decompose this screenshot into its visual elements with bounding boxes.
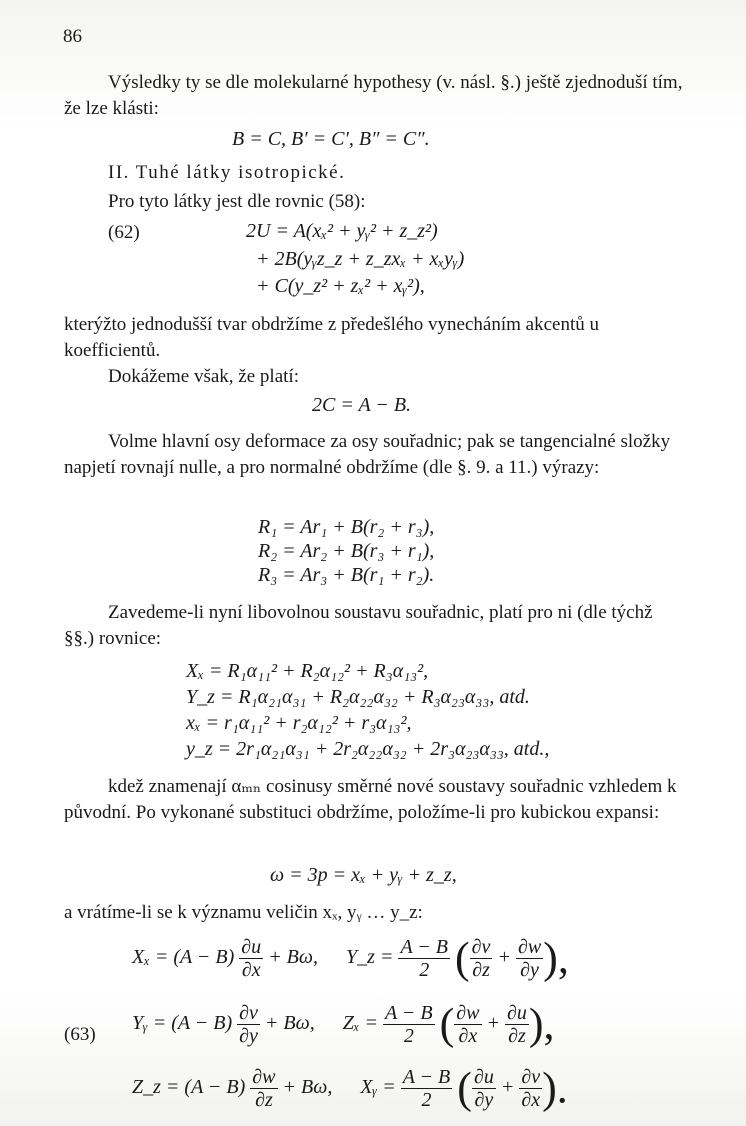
paragraph-2: Pro tyto látky jest dle rovnic (58):	[108, 191, 366, 212]
paragraph-4: Dokážeme však, že platí:	[108, 366, 299, 387]
row-2-plus: +	[486, 1012, 501, 1035]
row-1-right: Y_z =	[346, 946, 394, 969]
equation-2c: 2C = A − B.	[312, 394, 412, 416]
row-2-open-paren: (	[439, 999, 455, 1049]
row-1-derivative: $\frac{\partial u}{\partial x}$	[241, 936, 262, 981]
row-3-open-paren: (	[457, 1063, 472, 1113]
paragraph-1: Výsledky ty se dle molekularné hypothesy (v. násl. §.) ještě zjednoduší tím, že lze klásti:	[64, 72, 683, 119]
section-heading: II. Tuhé látky isotropické.	[108, 162, 346, 183]
row-3-term-b: $\frac{\partial v}{\partial x}$	[521, 1066, 541, 1111]
paragraph-3: kterýžto jednodušší tvar obdržíme z předešlého vynecháním akcentů u koefficientů.	[64, 314, 599, 361]
row-3-plus: +	[500, 1076, 515, 1099]
paragraph-5: Volme hlavní osy deformace za osy souřadnic; pak se tangencialné složky napjetí rovnají nulle, a pro normalné obdržíme (dle §. 9. a 11.) výrazy:	[64, 431, 671, 478]
equation-62-line-2: + 2B(yᵧz_z + z_zxₓ + xₓyᵧ)	[256, 248, 465, 270]
row-2-right: Zₓ =	[342, 1012, 379, 1035]
equation-r2: R₂ = Ar₂ + B(r₃ + r₁),	[258, 540, 435, 562]
row-1-open-paren: (	[455, 933, 470, 983]
row-2-term-b: $\frac{\partial u}{\partial z}$	[507, 1002, 527, 1047]
equation-r1: R₁ = Ar₁ + B(r₂ + r₃),	[258, 516, 435, 538]
row-2-derivative: $\frac{\partial v}{\partial y}$	[239, 1002, 258, 1047]
equation-yz-strain: y_z = 2r₁α₂₁α₃₁ + 2r₂α₂₂α₃₂ + 2r₃α₂₃α₃₃, atd.,	[186, 738, 550, 760]
equation-63-number: (63)	[64, 1024, 96, 1045]
row-2-tail: + Bω,	[264, 1012, 315, 1035]
row-3-left: Z_z = (A − B)	[132, 1076, 246, 1099]
row-2-left: Yᵧ = (A − B)	[132, 1012, 233, 1035]
paragraph-7: kdež znamenají αₘₙ cosinusy směrné nové soustavy souřadnic vzhledem k původní. Po vykonané substituci obdržíme, položíme-li pro kubickou expansi:	[64, 776, 677, 823]
paragraph-6: Zavedeme-li nyní libovolnou soustavu souřadnic, platí pro ni (dle týchž §§.) rovnice:	[64, 602, 653, 649]
equation-62-number: (62)	[108, 222, 140, 243]
row-2-term-a: $\frac{\partial w}{\partial x}$	[456, 1002, 480, 1047]
equation-xx: Xₓ = R₁α₁₁² + R₂α₁₂² + R₃α₁₃²,	[186, 660, 429, 682]
row-3-close-paren: ).	[542, 1063, 568, 1113]
row-1-left: Xₓ = (A − B)	[132, 946, 235, 969]
row-3-tail: + Bω,	[282, 1076, 333, 1099]
row-1-term-a: $\frac{\partial v}{\partial z}$	[471, 936, 491, 981]
row-3-term-a: $\frac{\partial u}{\partial y}$	[473, 1066, 494, 1111]
equation-62-line-1: 2U = A(xₓ² + yᵧ² + z_z²)	[246, 220, 438, 242]
equation-yz-stress: Y_z = R₁α₂₁α₃₁ + R₂α₂₂α₃₂ + R₃α₂₃α₃₃, atd.	[186, 686, 530, 708]
row-1-plus: +	[497, 946, 511, 969]
equation-xx-strain: xₓ = r₁α₁₁² + r₂α₁₂² + r₃α₁₃²,	[186, 712, 412, 734]
row-1-term-b: $\frac{\partial w}{\partial y}$	[517, 936, 542, 981]
paragraph-8: a vrátíme-li se k významu veličin xₓ, yᵧ … y_z:	[64, 902, 423, 923]
equation-omega: ω = 3p = xₓ + yᵧ + z_z,	[270, 864, 457, 886]
row-1-tail: + Bω,	[268, 946, 319, 969]
page-number: 86	[63, 26, 82, 47]
row-1-close-paren: ),	[543, 933, 569, 983]
row-3-coefficient: $\frac{A - B}{2}$	[402, 1066, 451, 1111]
equation-r3: R₃ = Ar₃ + B(r₁ + r₂).	[258, 564, 435, 586]
equation-b-c: B = C, B′ = C′, B″ = C″.	[232, 128, 430, 150]
row-1-coefficient: $\frac{A - B}{2}$	[400, 936, 449, 981]
equation-63-row-3	[132, 1063, 568, 1113]
row-3-right: Xᵧ =	[360, 1076, 396, 1099]
equation-63-row-1	[132, 933, 569, 983]
row-3-derivative: $\frac{\partial w}{\partial z}$	[252, 1066, 276, 1111]
row-2-close-paren: ),	[528, 999, 555, 1049]
equation-63-row-2	[132, 999, 555, 1049]
equation-62-line-3: + C(y_z² + zₓ² + xᵧ²),	[256, 275, 425, 297]
row-2-coefficient: $\frac{A - B}{2}$	[385, 1002, 433, 1047]
